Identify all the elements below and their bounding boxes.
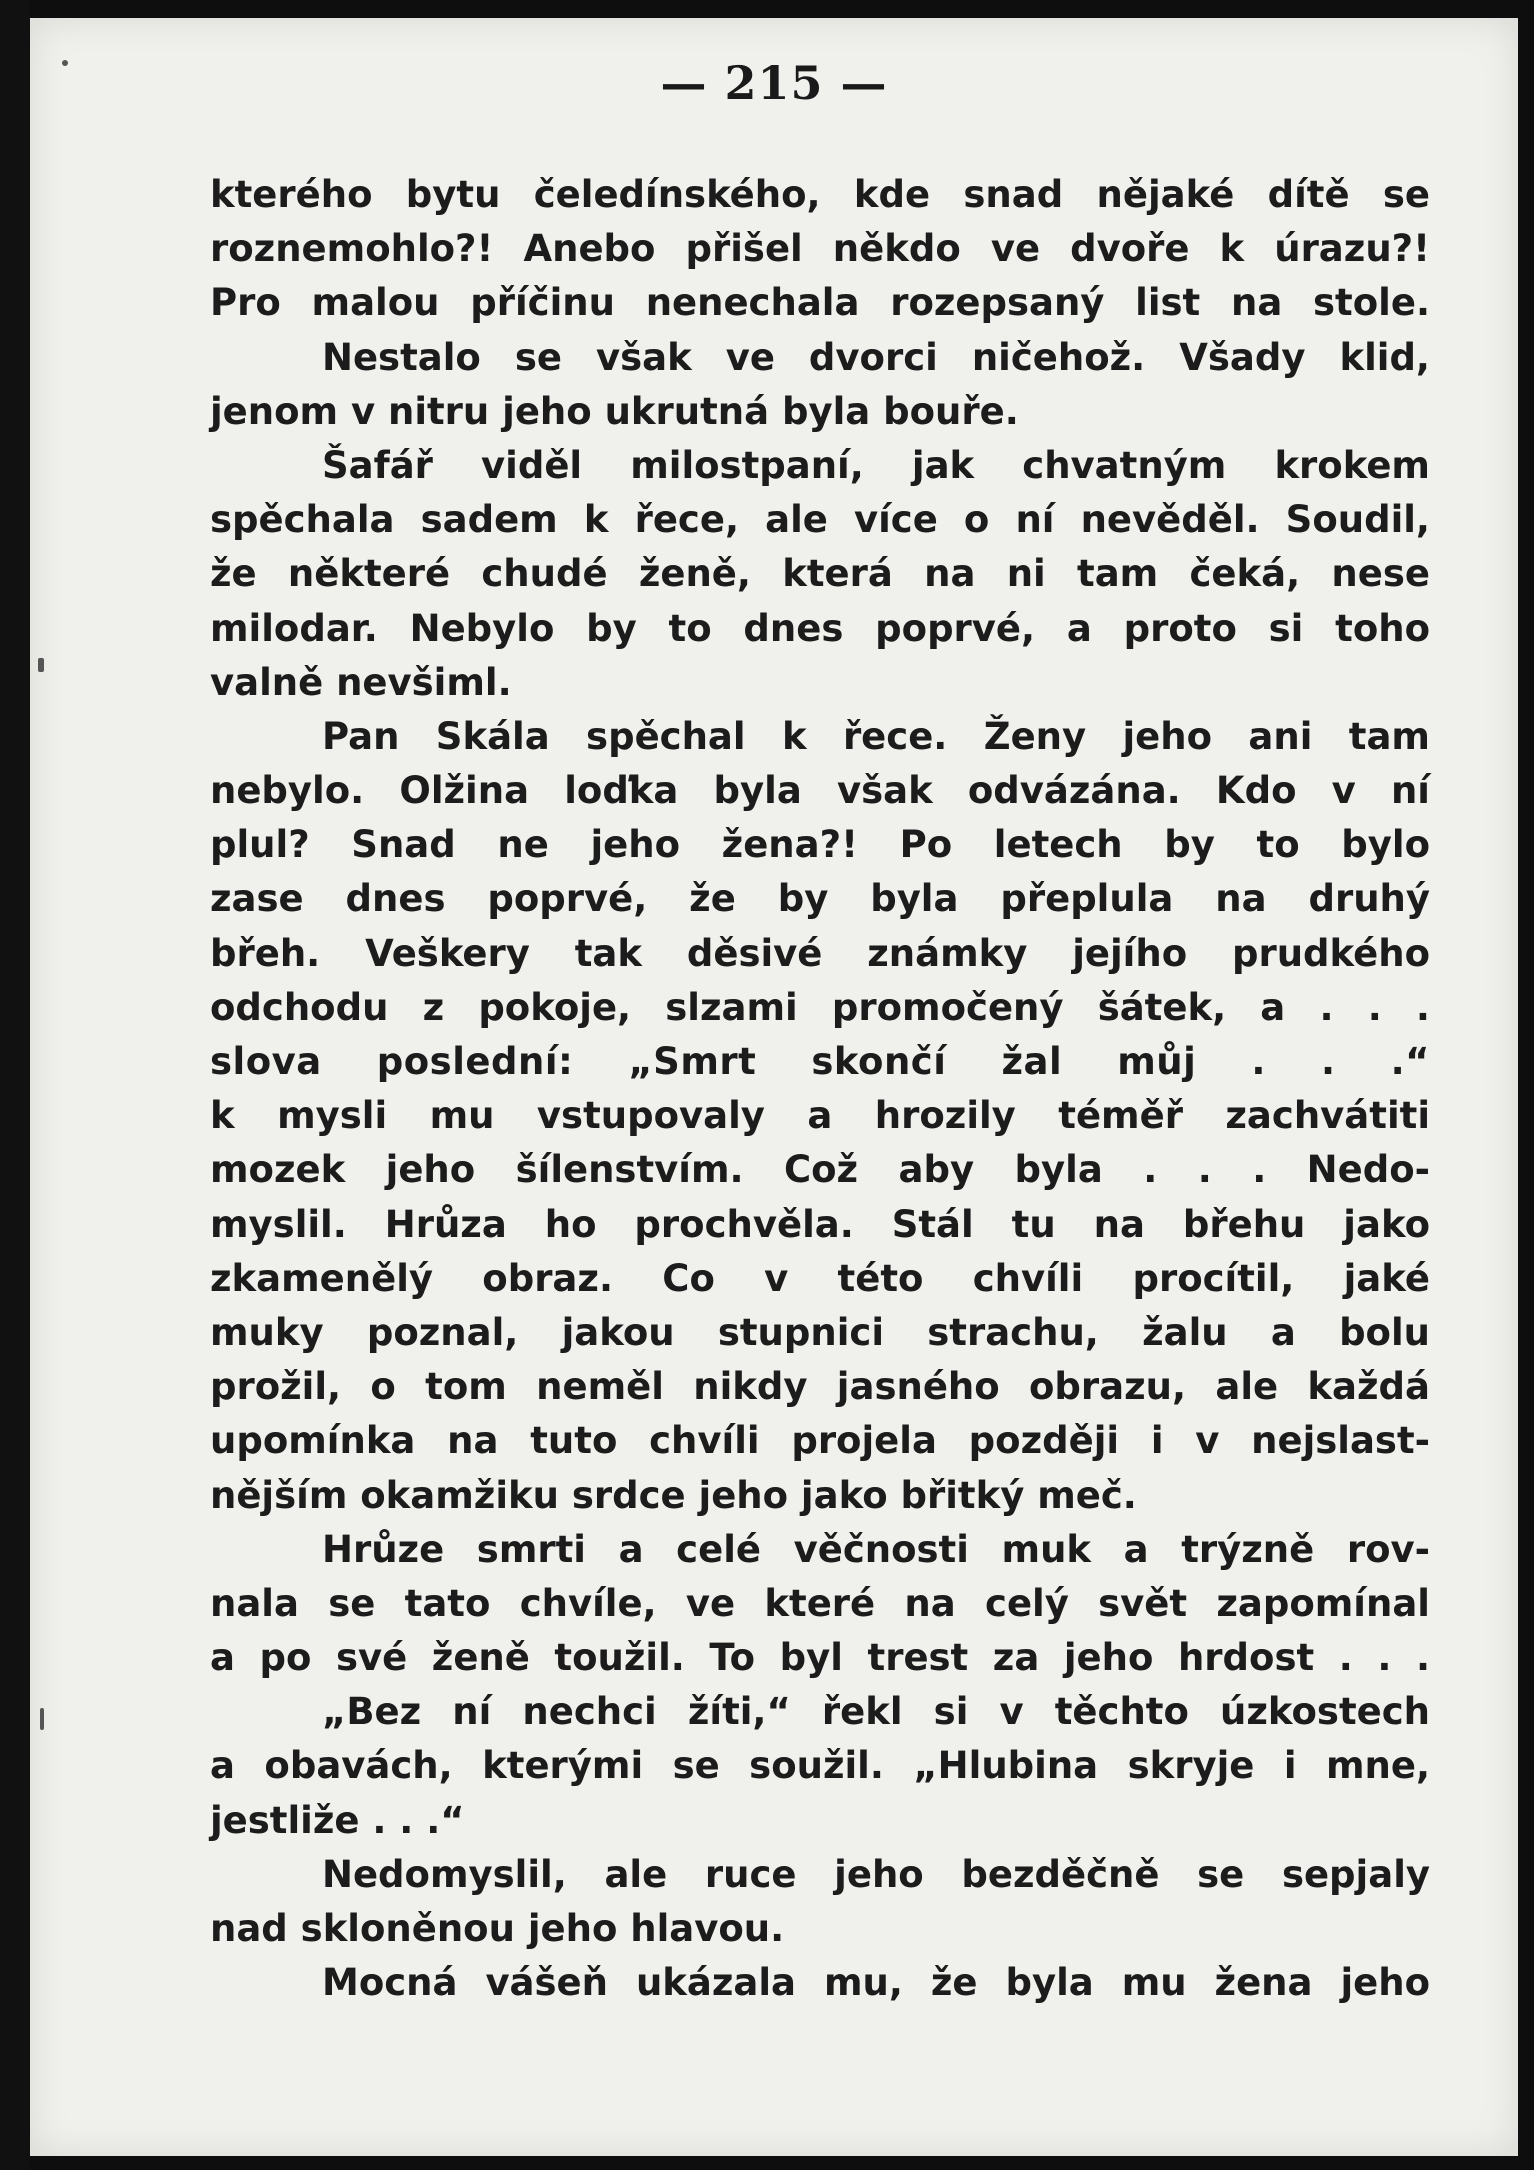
paragraph-end: jenom v nitru jeho ukrutná byla bouře.: [210, 389, 1019, 433]
paragraph-end: valně nevšiml.: [210, 660, 512, 704]
text-line: mozek jeho šílenstvím. Což aby byla . . . Nedo-: [210, 1148, 1430, 1192]
paragraph-start: Nedomyslil, ale ruce jeho bezděčně se sepjaly: [322, 1852, 1430, 1896]
text-line: k mysli mu vstupovaly a hrozily téměř zachvátiti: [210, 1094, 1430, 1138]
paragraph-end: nějším okamžiku srdce jeho jako břitký meč.: [210, 1473, 1137, 1517]
text-line: plul? Snad ne jeho žena?! Po letech by to bylo: [210, 823, 1430, 867]
page-number: — 215 —: [660, 56, 888, 110]
book-page: [30, 18, 1518, 2156]
paragraph-end: jestliže . . .“: [210, 1798, 465, 1842]
text-line: a obavách, kterými se soužil. „Hlubina skryje i mne,: [210, 1744, 1430, 1788]
text-line: upomínka na tuto chvíli projela později i v nejslast-: [210, 1419, 1430, 1463]
scan-speck: [38, 658, 44, 672]
paragraph-end: nad skloněnou jeho hlavou.: [210, 1907, 785, 1950]
text-line: prožil, o tom neměl nikdy jasného obrazu, ale každá: [210, 1365, 1430, 1409]
scan-speck: [40, 1708, 44, 1730]
text-line: kterého bytu čeledínského, kde snad nějaké dítě se: [210, 173, 1430, 216]
text-line: nala se tato chvíle, ve které na celý svět zapomínal: [210, 1581, 1430, 1625]
paragraph-start: „Bez ní nechci žíti,“ řekl si v těchto úzkostech: [322, 1690, 1430, 1734]
body-text: [210, 168, 1430, 2010]
text-line: roznemohlo?! Anebo přišel někdo ve dvoře k úrazu?!: [210, 227, 1430, 271]
paragraph-start: Šafář viděl milostpaní, jak chvatným krokem: [322, 443, 1430, 487]
text-line: břeh. Veškery tak děsivé známky jejího prudkého: [210, 931, 1430, 975]
text-line: že některé chudé ženě, která na ni tam čeká, nese: [210, 552, 1430, 596]
paragraph-start: Pan Skála spěchal k řece. Ženy jeho ani tam: [322, 714, 1430, 758]
text-line: odchodu z pokoje, slzami promočený šátek, a . . .: [210, 985, 1430, 1029]
text-line: zkamenělý obraz. Co v této chvíli procítil, jaké: [210, 1256, 1430, 1300]
text-line: a po své ženě toužil. To byl trest za jeho hrdost . . .: [210, 1636, 1430, 1680]
text-line: spěchala sadem k řece, ale více o ní nevěděl. Soudil,: [210, 498, 1430, 542]
text-line: nebylo. Olžina loďka byla však odvázána. Kdo v ní: [210, 769, 1430, 813]
text-line: muky poznal, jakou stupnici strachu, žalu a bolu: [210, 1310, 1430, 1354]
text-line: slova poslední: „Smrt skončí žal můj . . .“: [210, 1040, 1430, 1083]
scan-border: [0, 0, 30, 2170]
text-line: myslil. Hrůza ho prochvěla. Stál tu na břehu jako: [210, 1202, 1430, 1246]
text-line: zase dnes poprvé, že by byla přeplula na druhý: [210, 877, 1430, 921]
paragraph-start: Nestalo se však ve dvorci ničehož. Všady klid,: [322, 335, 1430, 379]
text-line: Pro malou příčinu nenechala rozepsaný list na stole.: [210, 281, 1430, 325]
text-line: milodar. Nebylo by to dnes poprvé, a proto si toho: [210, 606, 1430, 650]
paragraph-start: Hrůze smrti a celé věčnosti muk a trýzně rov-: [322, 1527, 1430, 1571]
scan-speck: [62, 60, 68, 66]
paragraph-start: Mocná vášeň ukázala mu, že byla mu žena jeho: [322, 1961, 1430, 2005]
